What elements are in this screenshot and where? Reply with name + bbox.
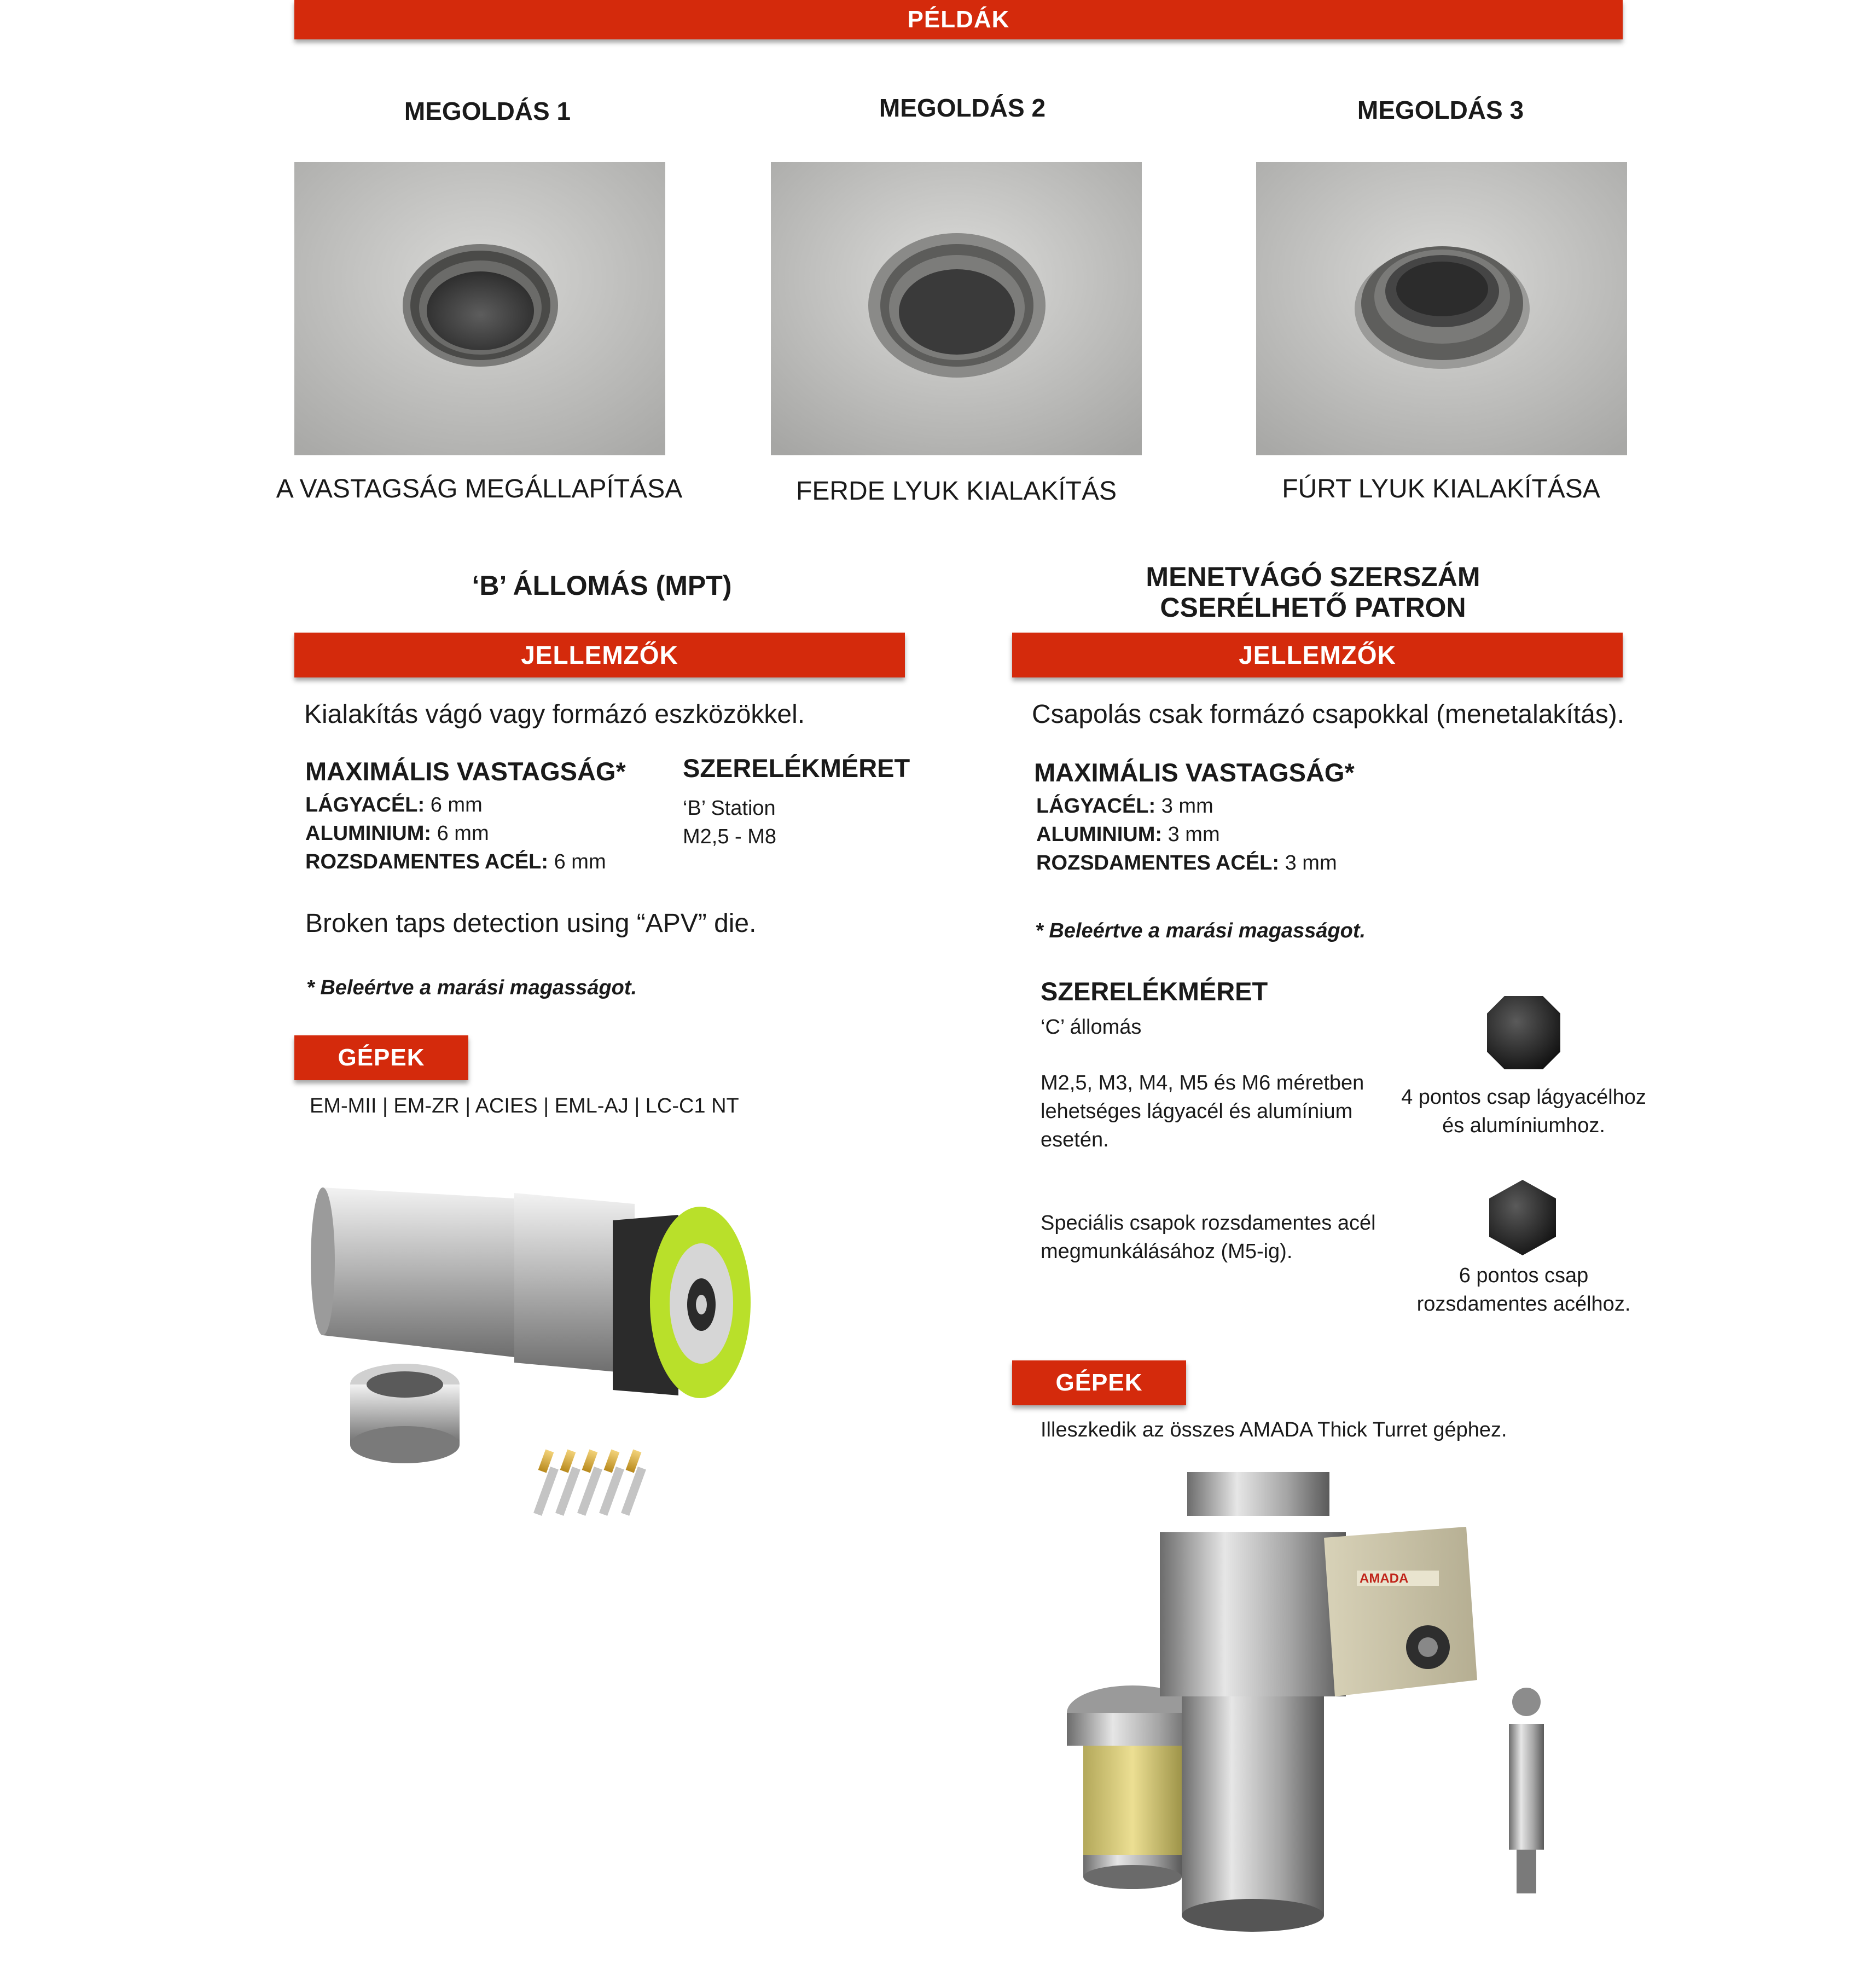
left-material-value: 6 mm — [548, 850, 606, 873]
mpt-tapping-tool-image — [306, 1177, 853, 1532]
right-material-label: LÁGYACÉL: — [1036, 795, 1156, 818]
left-size-station: ‘B’ Station — [683, 797, 776, 820]
left-material-value: 6 mm — [431, 822, 489, 845]
right-material-value: 3 mm — [1162, 823, 1220, 846]
right-intro: Csapolás csak formázó csapokkal (menetalakítás). — [1032, 700, 1625, 729]
right-machines-text: Illeszkedik az összes AMADA Thick Turret géphez. — [1041, 1418, 1507, 1441]
example-3-photo — [1256, 162, 1627, 455]
example-2-title: MEGOLDÁS 2 — [879, 94, 1046, 122]
header-bar — [294, 0, 1623, 39]
left-machines-label: GÉPEK — [338, 1044, 425, 1071]
left-note: * Beleértve a marási magasságot. — [306, 976, 637, 999]
right-features-label: JELLEMZŐK — [1239, 641, 1396, 669]
right-special-1: Speciális csapok rozsdamentes acél — [1041, 1212, 1376, 1235]
four-point-tap-caption-1: 4 pontos csap lágyacélhoz — [1401, 1086, 1646, 1109]
left-section-title: ‘B’ ÁLLOMÁS (MPT) — [472, 570, 732, 601]
right-material-value: 3 mm — [1279, 851, 1337, 874]
six-point-tap-caption-2: rozsdamentes acélhoz. — [1416, 1293, 1631, 1316]
right-max-thickness-heading: MAXIMÁLIS VASTAGSÁG* — [1034, 758, 1355, 787]
six-point-tap-icon — [1482, 1177, 1564, 1259]
left-material-value: 6 mm — [425, 793, 483, 816]
four-point-tap-icon — [1483, 992, 1565, 1074]
left-max-thickness-heading: MAXIMÁLIS VASTAGSÁG* — [305, 757, 626, 786]
left-features-bar — [294, 633, 905, 677]
right-size-desc-3: esetén. — [1041, 1128, 1109, 1151]
right-size-desc-2: lehetséges lágyacél és alumínium — [1041, 1100, 1353, 1123]
right-size-heading: SZERELÉKMÉRET — [1041, 977, 1268, 1006]
left-material-mild-steel — [305, 793, 483, 817]
right-size-desc-1: M2,5, M3, M4, M5 és M6 méretben — [1041, 1071, 1364, 1094]
left-material-label: ROZSDAMENTES ACÉL: — [305, 850, 549, 873]
right-machines-label: GÉPEK — [1055, 1369, 1143, 1396]
example-1-photo — [294, 162, 665, 455]
right-machines-bar — [1012, 1360, 1186, 1405]
right-material-stainless — [1036, 851, 1337, 875]
left-material-label: LÁGYACÉL: — [305, 793, 425, 816]
left-material-label: ALUMINIUM: — [305, 822, 432, 845]
example-3-caption: FÚRT LYUK KIALAKÍTÁSA — [1282, 474, 1600, 503]
left-material-stainless — [305, 850, 606, 874]
right-note: * Beleértve a marási magasságot. — [1035, 919, 1366, 942]
example-1-title: MEGOLDÁS 1 — [404, 97, 571, 125]
example-2-photo — [771, 162, 1142, 455]
left-size-heading: SZERELÉKMÉRET — [683, 754, 910, 783]
right-special-2: megmunkálásához (M5-ig). — [1041, 1240, 1293, 1263]
example-1-caption: A VASTAGSÁG MEGÁLLAPÍTÁSA — [276, 474, 683, 503]
right-material-label: ALUMINIUM: — [1036, 823, 1163, 846]
right-material-label: ROZSDAMENTES ACÉL: — [1036, 851, 1280, 874]
left-material-aluminium — [305, 822, 489, 845]
left-machines-bar — [294, 1035, 468, 1080]
left-machines-list: EM-MII | EM-ZR | ACIES | EML-AJ | LC-C1 NT — [310, 1094, 739, 1117]
example-3-title: MEGOLDÁS 3 — [1357, 96, 1524, 124]
right-material-mild-steel — [1036, 795, 1213, 818]
left-size-range: M2,5 - M8 — [683, 825, 777, 848]
four-point-tap-caption-2: és alumíniumhoz. — [1442, 1114, 1605, 1137]
right-section-title-line1: MENETVÁGÓ SZERSZÁM — [1146, 561, 1480, 592]
amada-logo-text: AMADA — [1360, 1571, 1409, 1586]
right-features-bar — [1012, 633, 1623, 677]
example-2-caption: FERDE LYUK KIALAKÍTÁS — [796, 477, 1117, 506]
right-section-title-line2: CSERÉLHETŐ PATRON — [1160, 592, 1466, 623]
tapping-cartridge-image — [1050, 1461, 1565, 1965]
right-size-station: ‘C’ állomás — [1041, 1016, 1142, 1039]
six-point-tap-caption-1: 6 pontos csap — [1459, 1264, 1589, 1287]
left-broken-taps: Broken taps detection using “APV” die. — [305, 909, 757, 938]
right-material-value: 3 mm — [1155, 795, 1213, 818]
right-material-aluminium — [1036, 823, 1220, 847]
header-title: PÉLDÁK — [907, 6, 1010, 33]
left-intro: Kialakítás vágó vagy formázó eszközökkel. — [304, 700, 805, 729]
left-features-label: JELLEMZŐK — [521, 641, 678, 669]
